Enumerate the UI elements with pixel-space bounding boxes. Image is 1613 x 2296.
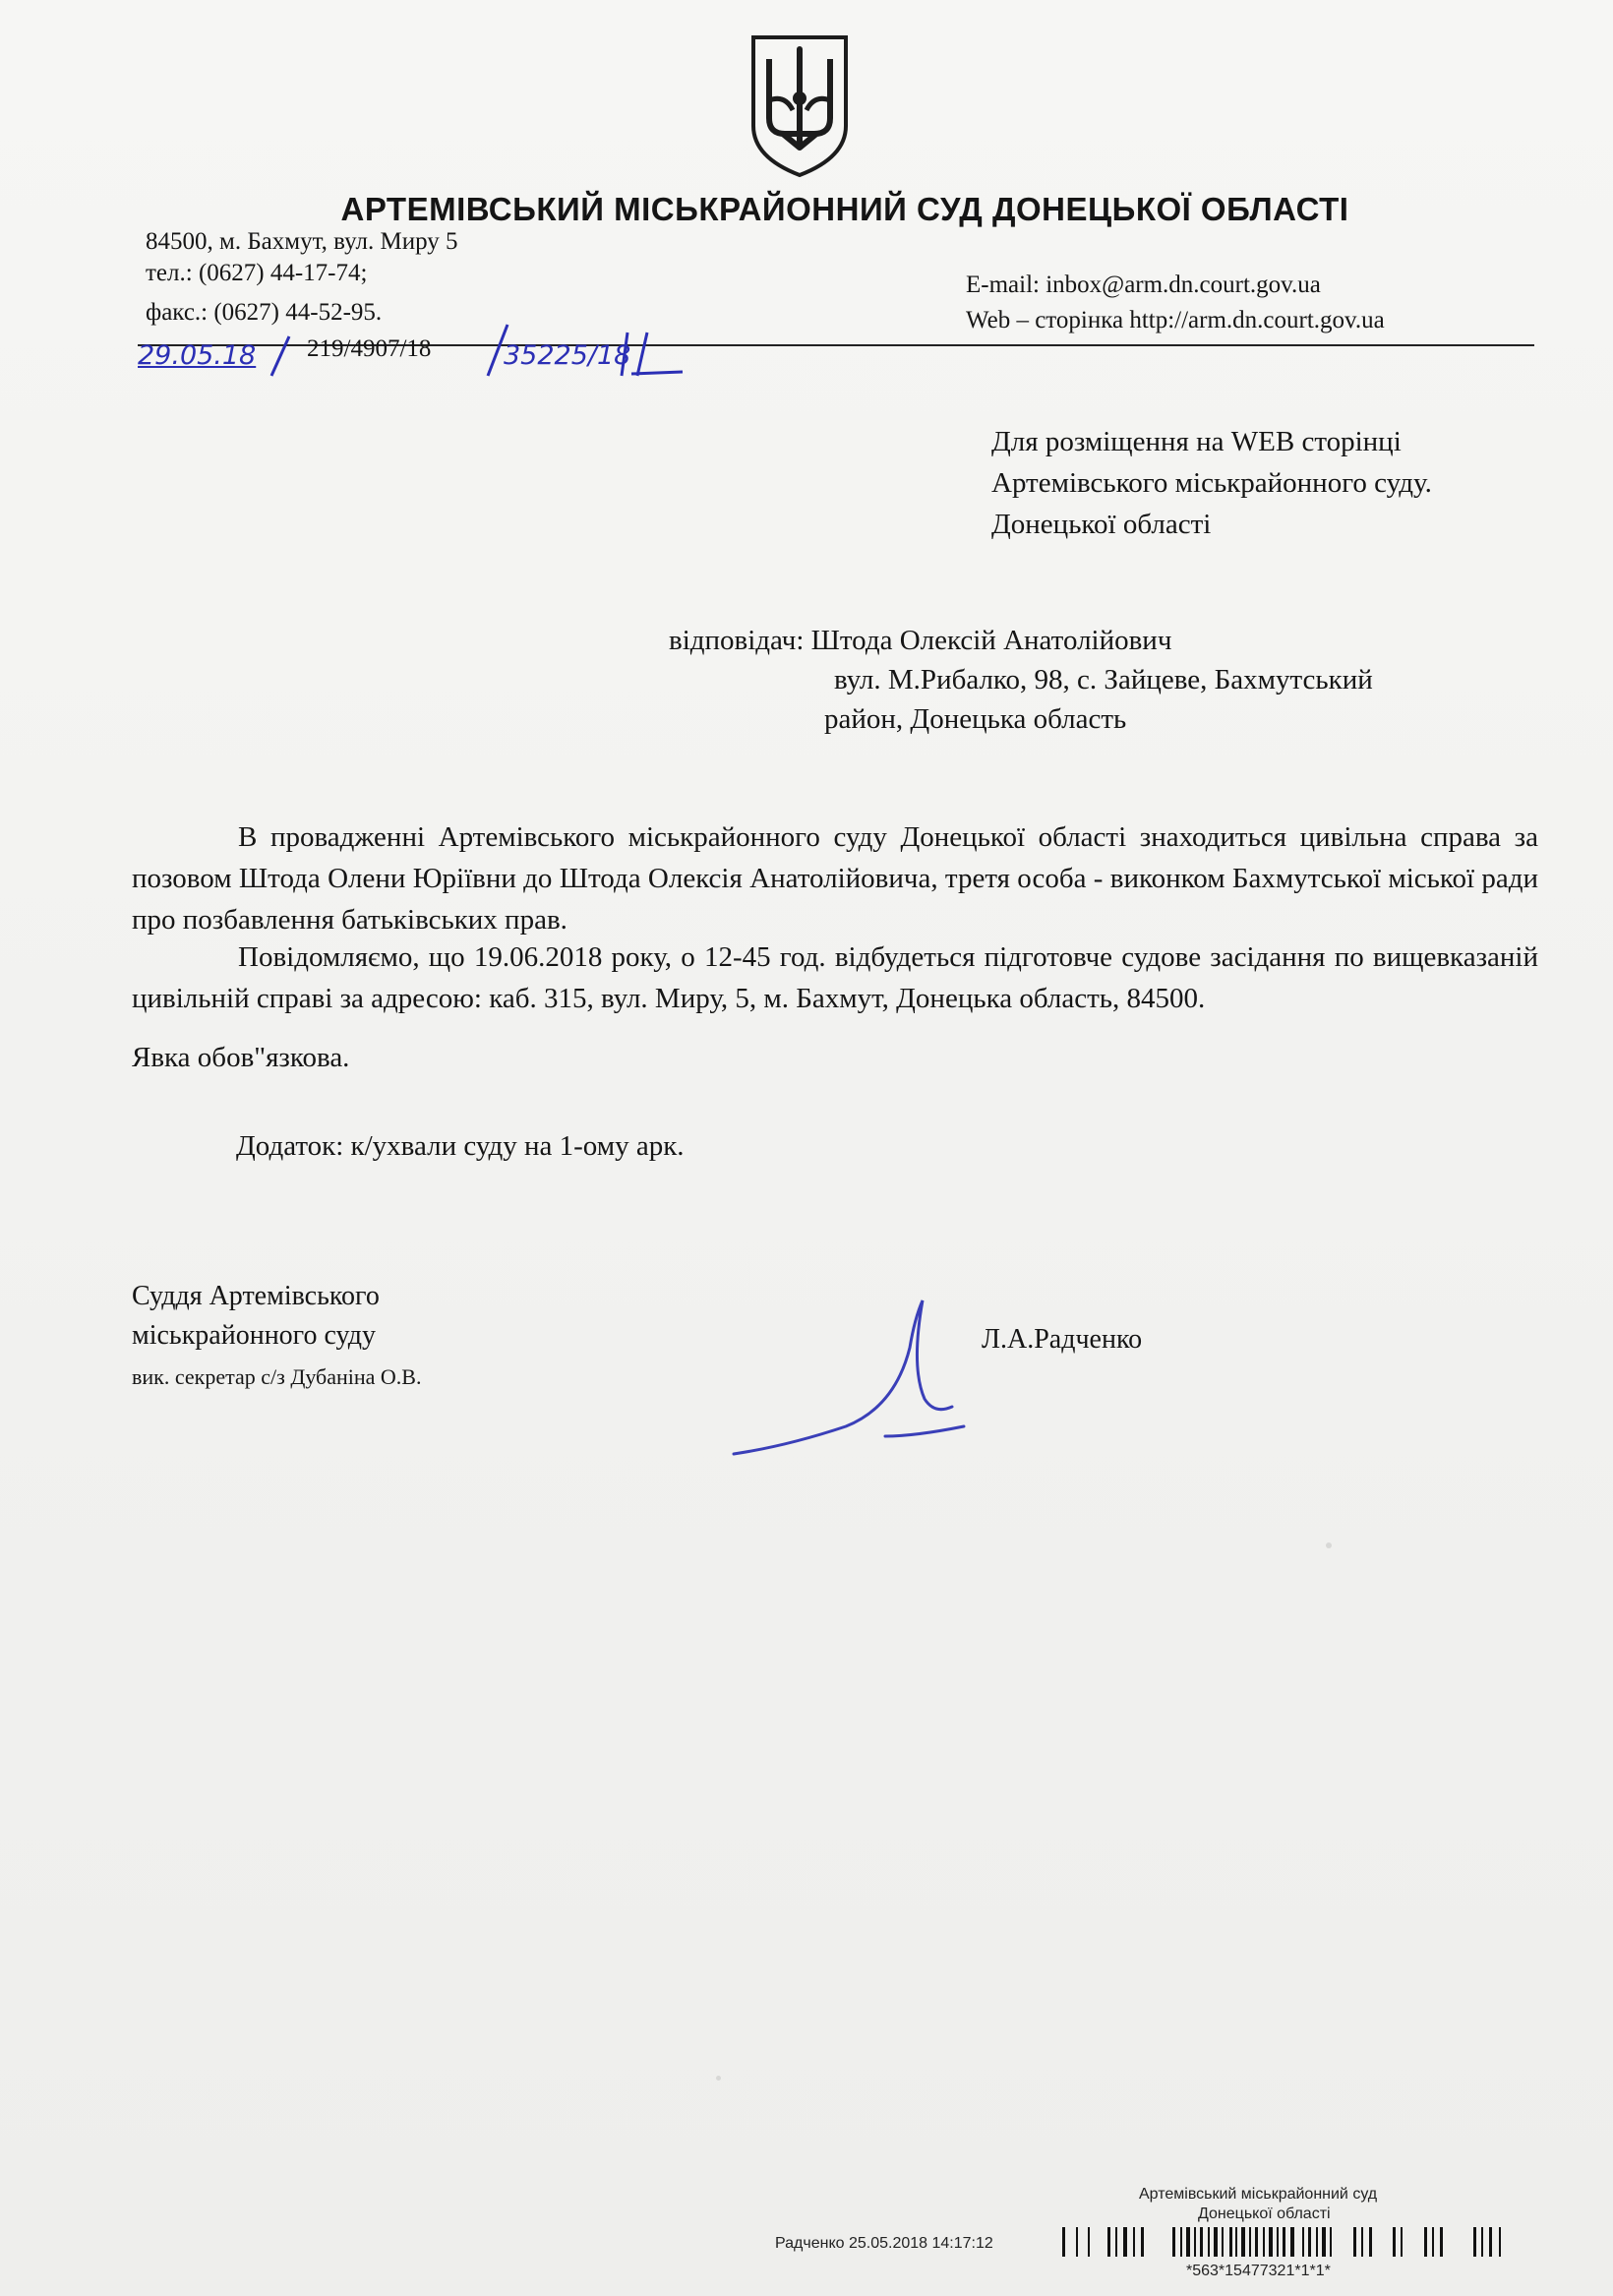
registration-stamp: Радченко 25.05.2018 14:17:12: [775, 2235, 993, 2252]
judge-position-1: Суддя Артемівського: [132, 1281, 380, 1311]
judge-position-2: міськрайонного суду: [132, 1320, 377, 1351]
body-paragraph-2-text: Повідомляємо, що 19.06.2018 року, о 12-45 год. відбудеться підготовче судове засідання по вищевказаній цивільній справі за адресою: каб. 315, вул. Миру, 5, м. Бахмут, Донецька область, 84500.: [132, 941, 1538, 1014]
recipient-line: Донецької області: [991, 509, 1212, 540]
court-address: 84500, м. Бахмут, вул. Миру 5: [146, 228, 458, 255]
secretary-line: вик. секретар с/з Дубаніна О.В.: [132, 1364, 422, 1389]
attachment-note: Додаток: к/ухвали суду на 1-ому арк.: [236, 1130, 685, 1162]
date-slash-mark: [268, 334, 293, 378]
stamp-court-name: Артемівський міськрайонний суд: [1139, 2186, 1378, 2203]
recipient-line: Артемівського міськрайонного суду.: [991, 467, 1432, 499]
registration-slash-mark: [618, 329, 687, 380]
handwritten-signature: [728, 1289, 984, 1466]
handwritten-registration-number: 35225/18: [504, 340, 631, 371]
court-fax: факс.: (0627) 44-52-95.: [146, 299, 383, 326]
recipient-line: Для розміщення на WEB сторінці: [991, 426, 1402, 457]
court-website: Web – сторінка http://arm.dn.court.gov.ua: [966, 307, 1385, 333]
barcode-text: *563*15477321*1*1*: [1186, 2263, 1331, 2279]
case-number: 219/4907/18: [307, 335, 432, 362]
coat-of-arms-icon: [746, 31, 854, 179]
body-paragraph-1: [132, 816, 1538, 940]
stamp-region: Донецької області: [1198, 2205, 1331, 2222]
handwritten-date: 29.05.18: [138, 340, 257, 371]
body-paragraph-1-text: В провадженні Артемівського міськрайонного суду Донецької області знаходиться цивільна справа за позовом Штода Олени Юріївни до Штода Олексія Анатолійовича, третя особа - виконком Бахмутської міської ради про позбавлення батьківських прав.: [132, 821, 1538, 936]
punch-hole: [716, 2076, 721, 2081]
court-phone: тел.: (0627) 44-17-74;: [146, 260, 368, 286]
recipient-block: [991, 421, 1542, 545]
body-paragraph-2: [132, 937, 1538, 1019]
judge-name: Л.А.Радченко: [982, 1324, 1143, 1355]
respondent-line-2: вул. М.Рибалко, 98, с. Зайцеве, Бахмутський: [834, 664, 1373, 695]
attendance-notice: Явка обов"язкова.: [132, 1042, 350, 1073]
court-name-heading: АРТЕМІВСЬКИЙ МІСЬКРАЙОННИЙ СУД ДОНЕЦЬКОЇ ОБЛАСТІ: [340, 191, 1349, 227]
punch-hole: [1326, 1542, 1332, 1548]
respondent-line-1: відповідач: Штода Олексій Анатолійович: [669, 625, 1172, 656]
respondent-line-3: район, Донецька область: [824, 703, 1127, 735]
court-email: E-mail: inbox@arm.dn.court.gov.ua: [966, 272, 1321, 298]
